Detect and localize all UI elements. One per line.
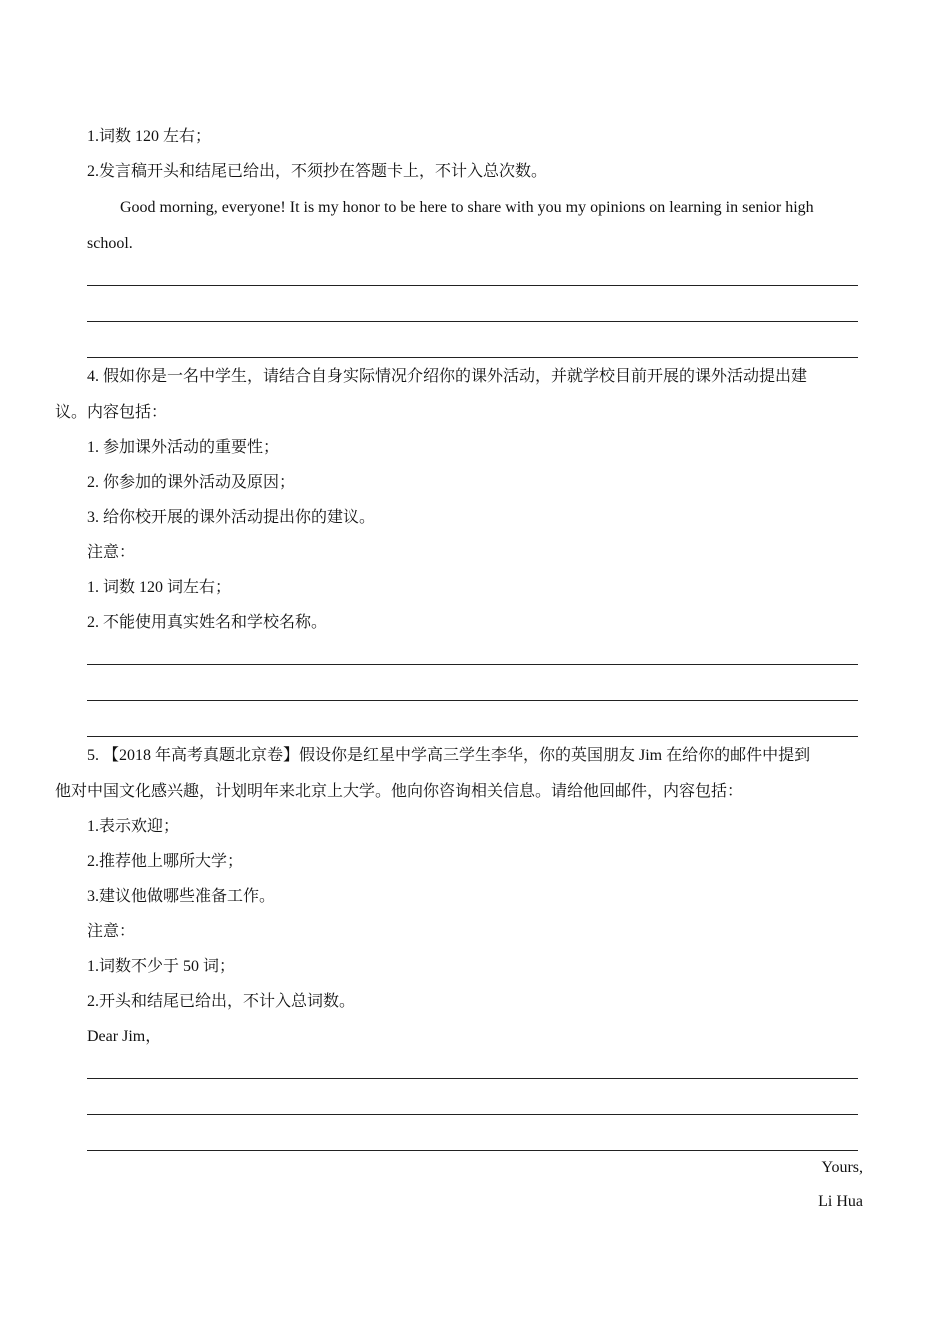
q4-prompt-line1: 4. 假如你是一名中学生，请结合自身实际情况介绍你的课外活动，并就学校目前开展的课外活动提出建: [87, 368, 808, 385]
q4-point-2: 2. 你参加的课外活动及原因；: [87, 474, 296, 491]
answer-line: [87, 285, 858, 286]
q5-prompt-line2: 他对中国文化感兴趣，计划明年来北京上大学。他向你咨询相关信息。请给他回邮件，内容包括：: [55, 783, 744, 800]
answer-line: [87, 664, 858, 665]
q4-point-3: 3. 给你校开展的课外活动提出你的建议。: [87, 509, 376, 526]
q4-notes-label: 注意：: [87, 544, 136, 561]
q5-notes-label: 注意：: [87, 923, 136, 940]
q4-prompt-line2: 议。内容包括：: [55, 404, 168, 421]
q5-note-1: 1.词数不少于 50 词；: [87, 958, 236, 975]
q4-point-1: 1. 参加课外活动的重要性；: [87, 439, 280, 456]
q5-salutation: Dear Jim，: [87, 1028, 162, 1045]
answer-line: [87, 321, 858, 322]
answer-line: [87, 1150, 858, 1151]
q3-speech-opening-line1: Good morning, everyone! It is my honor to be here to share with you my opinions on learning in senior high: [120, 199, 814, 216]
q4-note-2: 2. 不能使用真实姓名和学校名称。: [87, 614, 328, 631]
q5-closing: Yours,: [821, 1159, 863, 1176]
q3-speech-opening-line2: school.: [87, 235, 133, 252]
answer-line: [87, 357, 858, 358]
q5-point-1: 1.表示欢迎；: [87, 818, 180, 835]
answer-line: [87, 1078, 858, 1079]
answer-line: [87, 1114, 858, 1115]
q3-note-opening-given: 2.发言稿开头和结尾已给出，不须抄在答题卡上，不计入总次数。: [87, 163, 548, 180]
q5-note-2: 2.开头和结尾已给出，不计入总词数。: [87, 993, 356, 1010]
q5-signature: Li Hua: [818, 1193, 863, 1210]
answer-line: [87, 736, 858, 737]
q5-prompt-line1: 5. 【2018 年高考真题北京卷】假设你是红星中学高三学生李华，你的英国朋友 Jim 在给你的邮件中提到: [87, 747, 811, 764]
answer-line: [87, 700, 858, 701]
q3-note-word-count: 1.词数 120 左右；: [87, 128, 212, 145]
q5-point-3: 3.建议他做哪些准备工作。: [87, 888, 276, 905]
q4-note-1: 1. 词数 120 词左右；: [87, 579, 232, 596]
q5-point-2: 2.推荐他上哪所大学；: [87, 853, 244, 870]
